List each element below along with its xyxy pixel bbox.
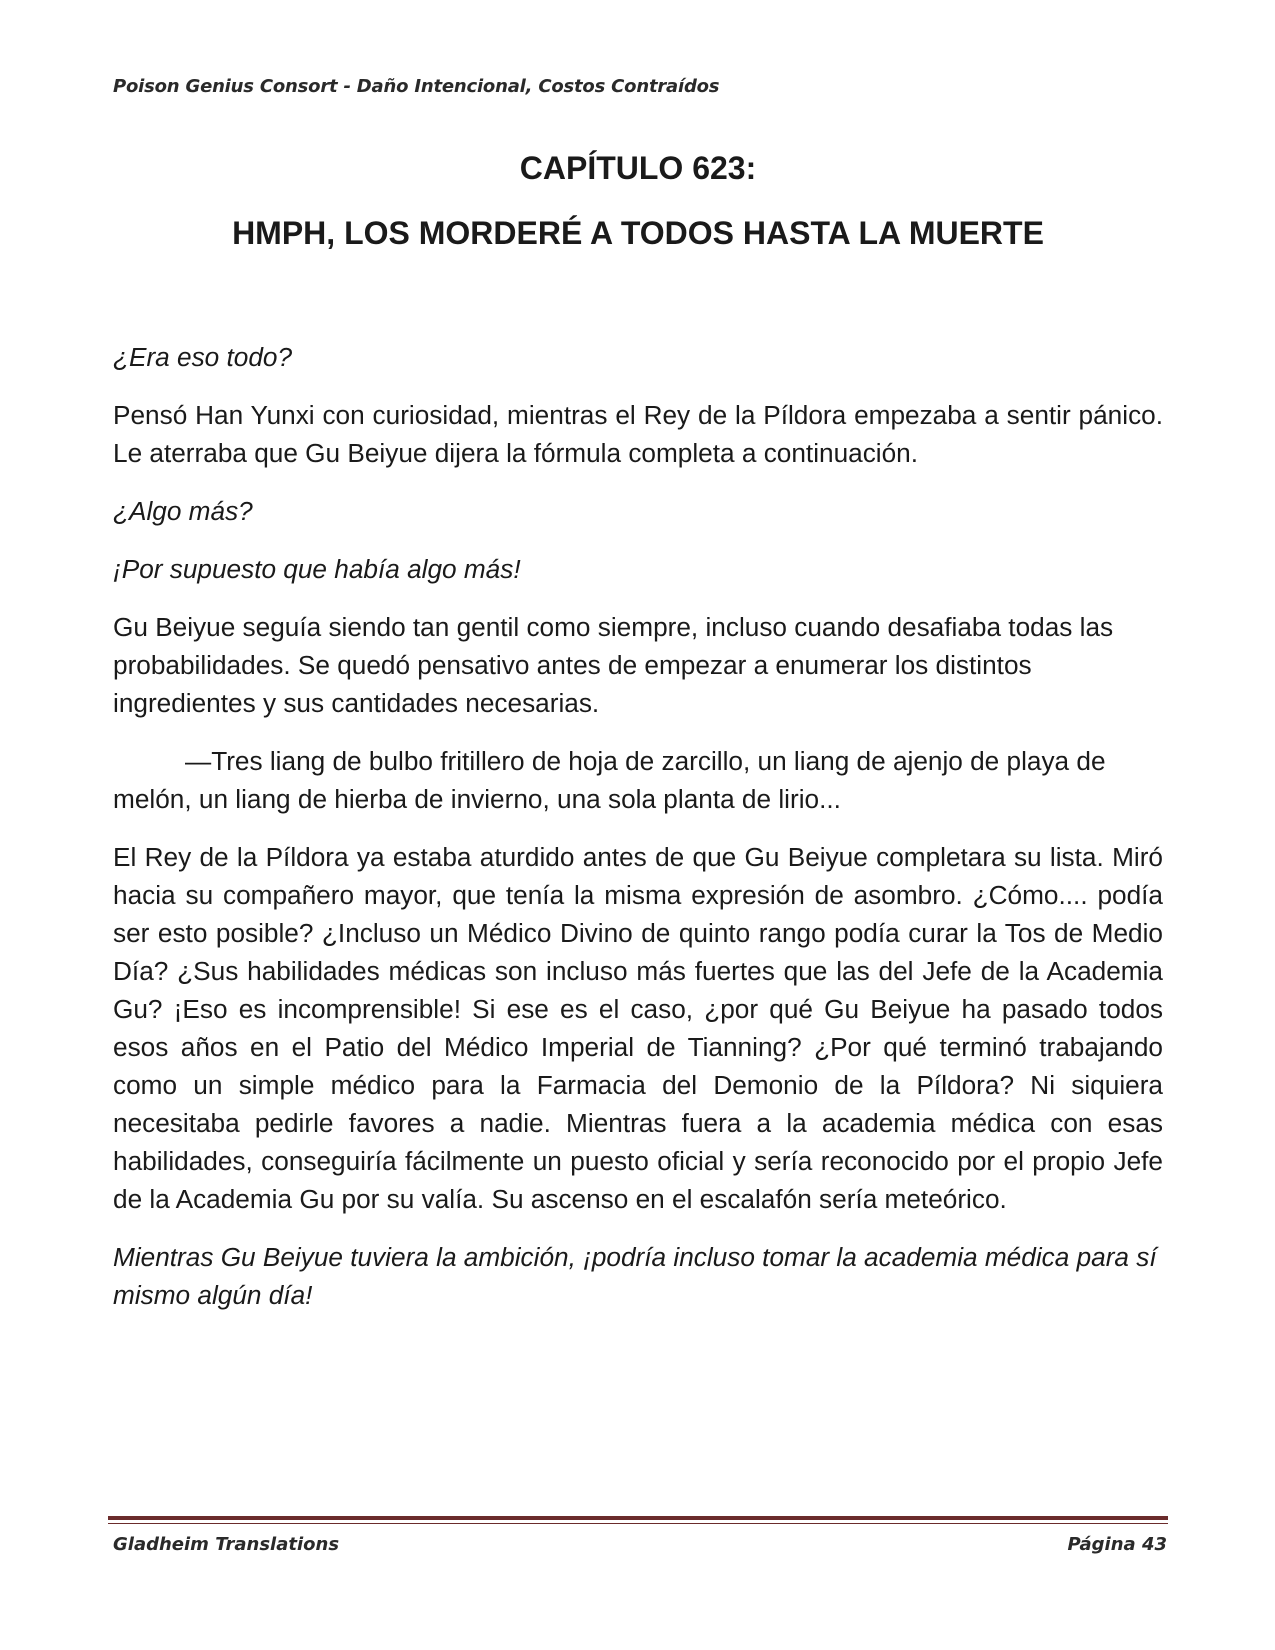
paragraph: ¡Por supuesto que había algo más! <box>113 554 521 584</box>
paragraph: Mientras Gu Beiyue tuviera la ambición, ¡podría incluso tomar la academia médica para sí mismo algún día! <box>113 1242 1157 1310</box>
footer-publisher: Gladheim Translations <box>113 1534 340 1555</box>
paragraph: ¿Algo más? <box>113 496 253 526</box>
dialogue-paragraph: —Tres liang de bulbo fritillero de hoja de zarcillo, un liang de ajenjo de playa de melón, un liang de hierba de invierno, una sola planta de lirio... <box>113 746 1106 814</box>
footer-divider <box>108 1516 1168 1520</box>
paragraph: Gu Beiyue seguía siendo tan gentil como siempre, incluso cuando desafiaba todas las probabilidades. Se quedó pensativo antes de empezar a enumerar los distintos ingredientes y sus cantidades necesarias. <box>113 612 1114 718</box>
footer-divider-thin <box>108 1523 1168 1524</box>
paragraph: Pensó Han Yunxi con curiosidad, mientras el Rey de la Píldora empezaba a sentir pánico. Le aterraba que Gu Beiyue dijera la fórmula completa a continuación. <box>113 400 1163 468</box>
paragraph: El Rey de la Píldora ya estaba aturdido antes de que Gu Beiyue completara su lista. Miró hacia su compañero mayor, que tenía la misma expresión de asombro. ¿Cómo.... podía ser esto posible? ¿Incluso un Médico Divino de quinto rango podía curar la Tos de Medio Día? ¿Sus habilidades médicas son incluso más fuertes que las del Jefe de la Academia Gu? ¡Eso es incomprensible! Si ese es el caso, ¿por qué Gu Beiyue ha pasado todos esos años en el Patio del Médico Imperial de Tianning? ¿Por qué terminó trabajando como un simple médico para la Farmacia del Demonio de la Píldora? Ni siquiera necesitaba pedirle favores a nadie. Mientras fuera a la academia médica con esas habilidades, conseguiría fácilmente un puesto oficial y sería reconocido por el propio Jefe de la Academia Gu por su valía. Su ascenso en el escalafón sería meteórico. <box>113 842 1163 1214</box>
chapter-title: HMPH, LOS MORDERÉ A TODOS HASTA LA MUERTE <box>232 215 1044 251</box>
running-header: Poison Genius Consort - Daño Intencional, Costos Contraídos <box>113 76 720 97</box>
paragraph: ¿Era eso todo? <box>113 342 293 372</box>
page-number: Página 43 <box>1067 1534 1167 1555</box>
chapter-number: CAPÍTULO 623: <box>519 150 757 186</box>
chapter-body <box>113 338 1163 1334</box>
